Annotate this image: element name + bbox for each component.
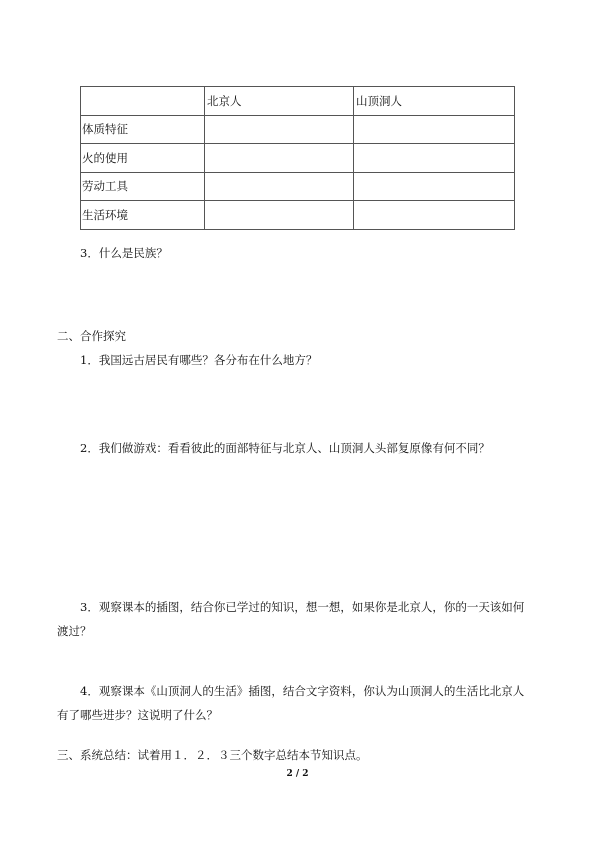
table-row [81, 144, 515, 173]
table-row-label: 体质特征 [81, 115, 205, 144]
section-2-heading: 二、合作探究 [57, 329, 126, 343]
page-number: 2 / 2 [286, 769, 309, 779]
table-cell-blank [205, 201, 354, 230]
inquiry-question-4-line-2: 有了哪些进步？这说明了什么？ [57, 708, 218, 722]
table-header-empty [81, 87, 205, 116]
table-cell-blank [354, 172, 515, 201]
table-row-label: 生活环境 [81, 201, 205, 230]
table-cell-blank [354, 201, 515, 230]
table-row [81, 172, 515, 201]
table-row-label: 火的使用 [81, 144, 205, 173]
table-cell-blank [205, 144, 354, 173]
inquiry-question-3-line-1: 3．观察课本的插图，结合你已学过的知识，想一想，如果你是北京人，你的一天该如何 [80, 600, 525, 614]
table-header-row [81, 87, 515, 116]
table-row [81, 115, 515, 144]
inquiry-question-1: 1．我国远古居民有哪些？各分布在什么地方？ [80, 353, 318, 367]
inquiry-question-4-line-1: 4．观察课本《山顶洞人的生活》插图，结合文字资料，你认为山顶洞人的生活比北京人 [80, 684, 525, 698]
inquiry-question-2: 2．我们做游戏：看看彼此的面部特征与北京人、山顶洞人头部复原像有何不同？ [80, 441, 490, 455]
question-3-what-is-nation: 3．什么是民族？ [80, 246, 168, 260]
table-row [81, 201, 515, 230]
table-header-beijing-man: 北京人 [205, 87, 354, 116]
table-cell-blank [205, 115, 354, 144]
table-row-label: 劳动工具 [81, 172, 205, 201]
comparison-table [80, 86, 515, 230]
inquiry-question-3-line-2: 渡过？ [57, 624, 92, 638]
table-cell-blank [354, 144, 515, 173]
section-3-summary: 三、系统总结：试着用１．２．３三个数字总结本节知识点。 [57, 748, 368, 762]
table-cell-blank [354, 115, 515, 144]
table-header-upper-cave-man: 山顶洞人 [354, 87, 515, 116]
table-cell-blank [205, 172, 354, 201]
